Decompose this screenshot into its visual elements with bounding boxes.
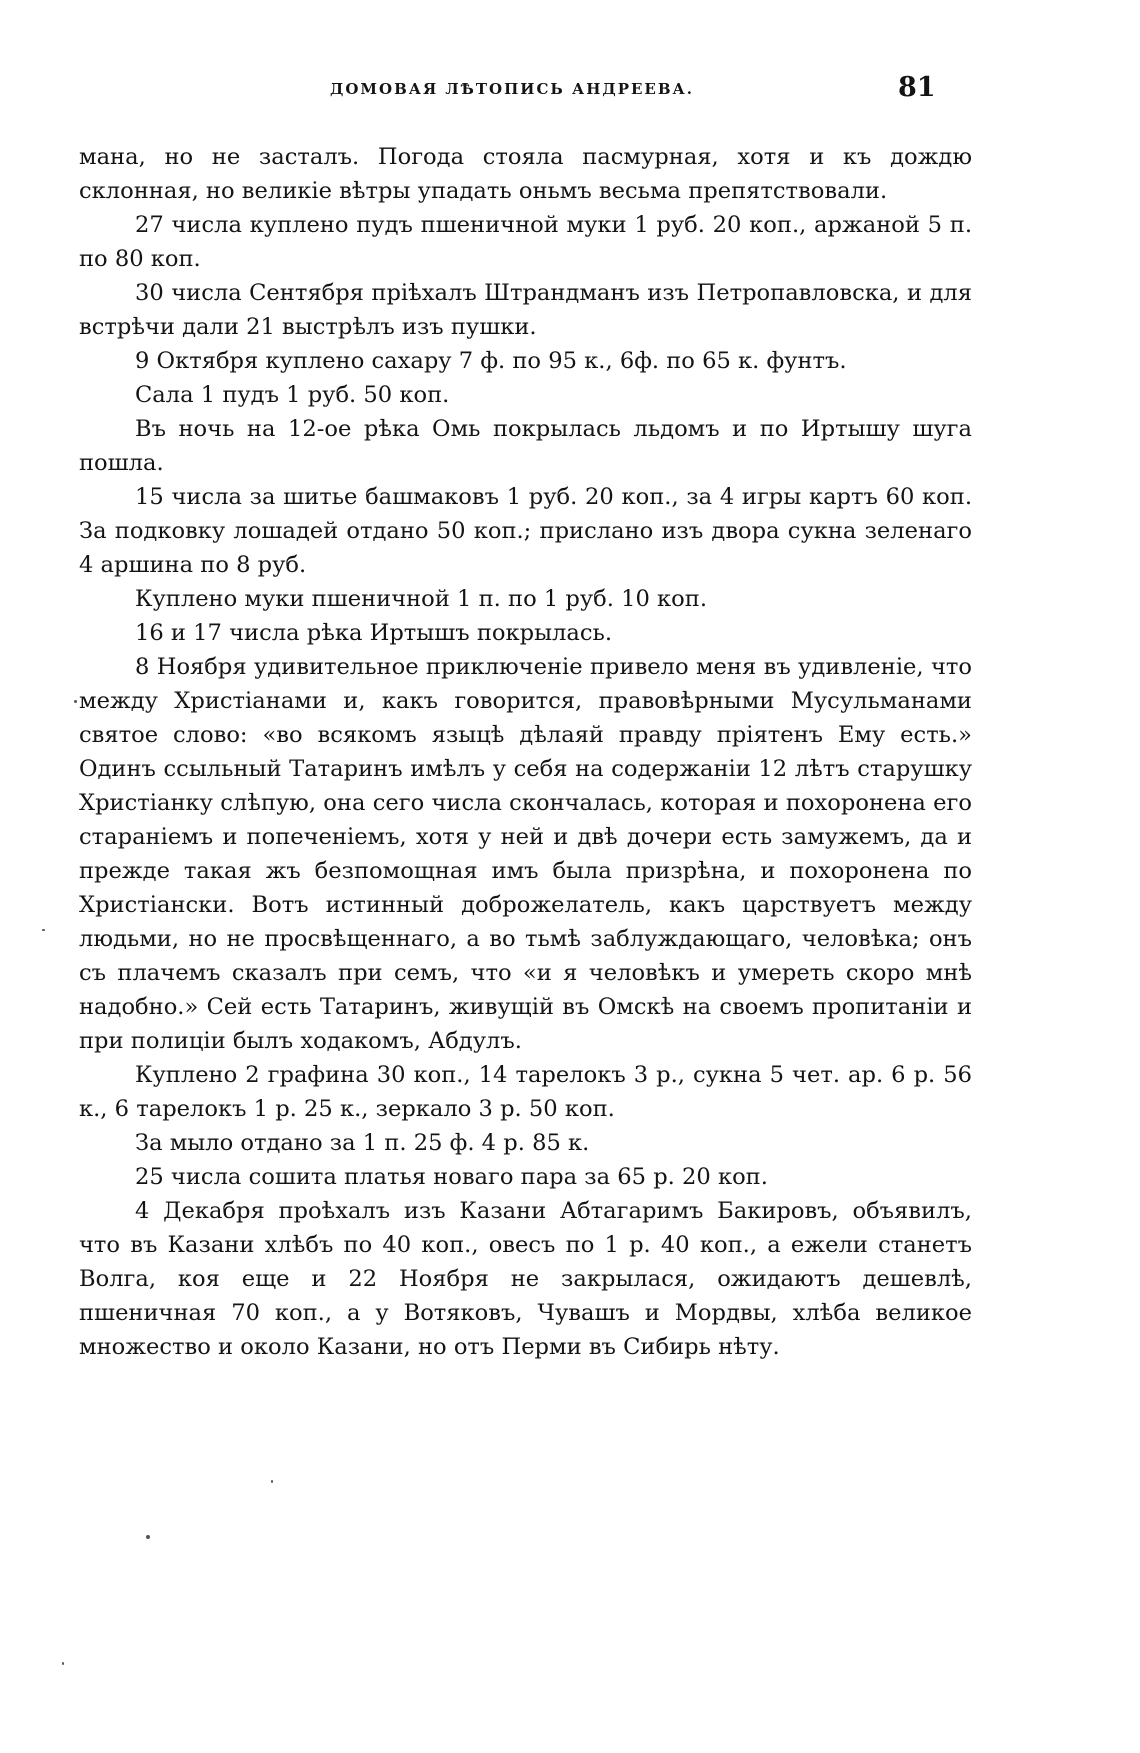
- paragraph-continued: мана, но не засталъ. Погода стояла пасмурная, хотя и къ дождю склонная, но великіе вѣтры упадать оньмъ весьма препятствовали.: [79, 144, 972, 204]
- print-speck: [271, 1480, 273, 1483]
- print-speck: [74, 700, 77, 703]
- paragraph: 8 Ноября удивительное приключеніе привело меня въ удивленіе, что между Христіанами и, какъ говорится, правовѣрными Мусульманами святое слово: «во всякомъ языцѣ дѣлаяй правду пріятенъ Ему есть.» Одинъ ссыльный Татаринъ имѣлъ у себя на содержаніи 12 лѣтъ старушку Христіанку слѣпую, она сего числа скончалась, которая и похоронена его стараніемъ и попеченіемъ, хотя у ней и двѣ дочери есть замужемъ, да и прежде такая жъ безпомощная имъ была призрѣна, и похоронена по Христіански. Вотъ истинный доброжелатель, какъ царствуетъ между людьми, но не просвѣщеннаго, а во тьмѣ заблуждающаго, человѣка; онъ съ плачемъ сказалъ при семъ, что «и я человѣкъ и умереть скоро мнѣ надобно.» Сей есть Татаринъ, живущій въ Омскѣ на своемъ пропитаніи и при полиціи былъ ходакомъ, Абдулъ.: [79, 654, 972, 1054]
- paragraph: 27 числа куплено пудъ пшеничной муки 1 руб. 20 коп., аржаной 5 п. по 80 коп.: [79, 212, 972, 272]
- paragraph: 30 числа Сентября пріѣхалъ Штрандманъ изъ Петропавловска, и для встрѣчи дали 21 выстрѣлъ изъ пушки.: [79, 280, 972, 340]
- print-speck: [146, 1535, 150, 1539]
- paragraph: Куплено 2 графина 30 коп., 14 тарелокъ 3 р., сукна 5 чет. ар. 6 р. 56 к., 6 тарелокъ 1 р. 25 к., зеркало 3 р. 50 коп.: [79, 1062, 972, 1122]
- paragraph: 25 числа сошита платья новаго пара за 65 р. 20 коп.: [135, 1164, 768, 1190]
- paragraph: Въ ночь на 12-ое рѣка Омь покрылась льдомъ и по Иртышу шуга пошла.: [79, 416, 972, 476]
- running-title: ДОМОВАЯ ЛѢТОПИСЬ АНДРЕЕВА.: [330, 80, 694, 98]
- paragraph: 16 и 17 числа рѣка Иртышъ покрылась.: [135, 620, 613, 646]
- print-speck: [42, 929, 45, 931]
- paragraph: 9 Октября куплено сахару 7 ф. по 95 к., 6ф. по 65 к. фунтъ.: [135, 348, 847, 374]
- paragraph: 15 числа за шитье башмаковъ 1 руб. 20 коп., за 4 игры картъ 60 коп. За подковку лошадей отдано 50 коп.; прислано изъ двора сукна зеленаго 4 аршина по 8 руб.: [79, 484, 972, 578]
- page-number: 81: [898, 72, 936, 103]
- print-speck: [62, 1662, 64, 1665]
- paragraph: За мыло отдано за 1 п. 25 ф. 4 р. 85 к.: [135, 1130, 590, 1156]
- paragraph: Куплено муки пшеничной 1 п. по 1 руб. 10 коп.: [135, 586, 708, 612]
- paragraph: Сала 1 пудъ 1 руб. 50 коп.: [135, 382, 450, 408]
- paragraph: 4 Декабря проѣхалъ изъ Казани Абтагаримъ Бакировъ, объявилъ, что въ Казани хлѣбъ по 40 коп., овесъ по 1 р. 40 коп., а ежели станетъ Волга, коя еще и 22 Ноября не закрылася, ожидаютъ дешевлѣ, пшеничная 70 коп., а у Вотяковъ, Чувашъ и Мордвы, хлѣба великое множество и около Казани, но отъ Перми въ Сибирь нѣту.: [79, 1198, 972, 1360]
- body-text: [79, 140, 972, 1364]
